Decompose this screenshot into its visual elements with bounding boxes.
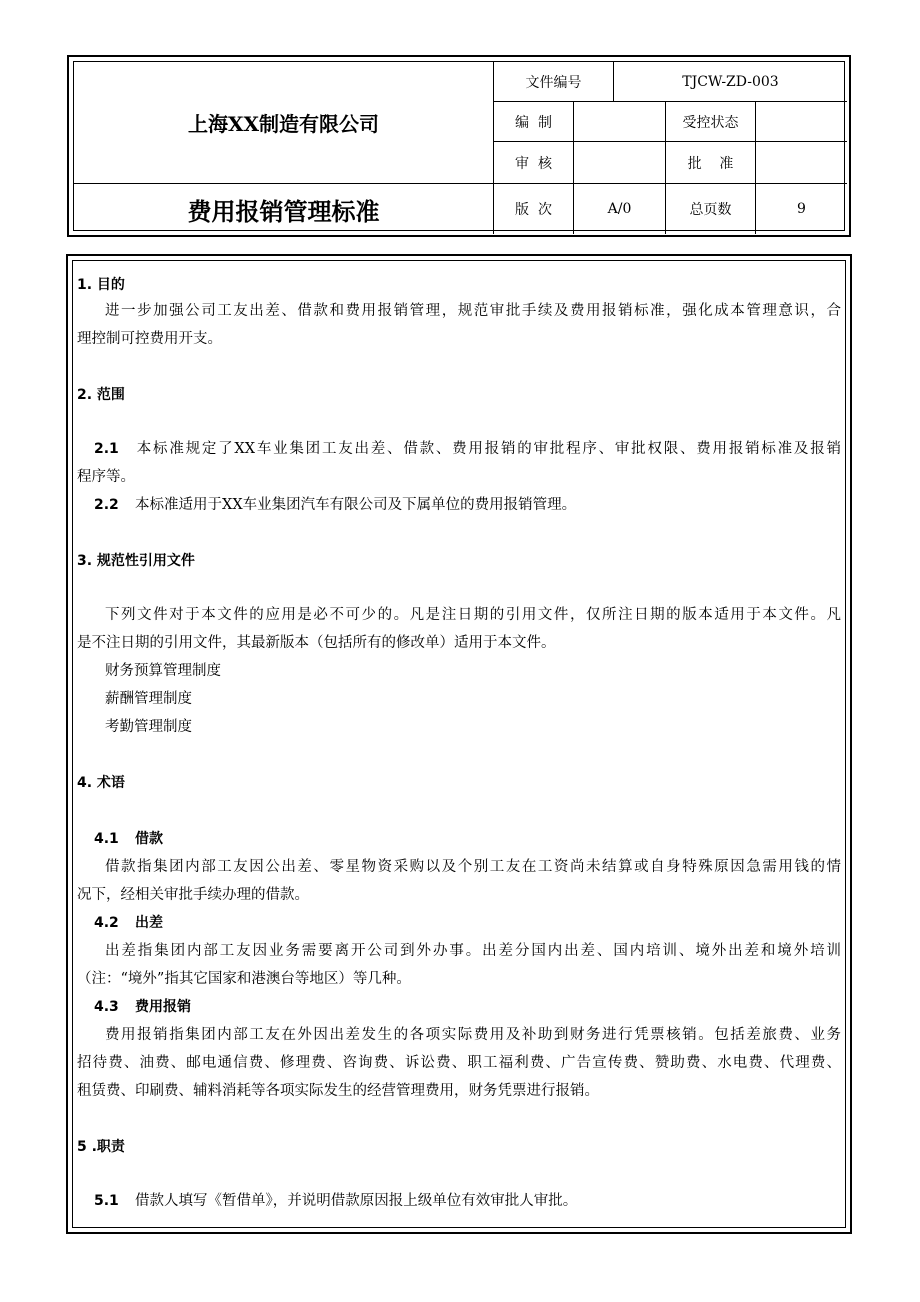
section-1-paragraph-line-1: 进一步加强公司工友出差、借款和费用报销管理，规范审批手续及费用报销标准，强化成本管理意识，合 xyxy=(105,303,841,319)
term-title: 借款 xyxy=(135,831,163,847)
item-number: 5.1 xyxy=(94,1193,119,1209)
compile-label: 编 制 xyxy=(494,102,574,142)
version-label: 版 次 xyxy=(494,184,574,234)
document-title: 费用报销管理标准 xyxy=(74,184,494,234)
term-4-3-line-3: 租赁费、印刷费、辅料消耗等各项实际发生的经营管理费用，财务凭票进行报销。 xyxy=(77,1083,599,1099)
compile-value xyxy=(574,102,666,142)
section-1-heading: 1. 目的 xyxy=(77,277,125,293)
version-value: A/0 xyxy=(574,184,666,234)
term-4-1-heading xyxy=(77,829,841,849)
control-status-value xyxy=(756,102,847,142)
section-2-heading: 2. 范围 xyxy=(77,387,125,403)
item-text: 本标准适用于XX车业集团汽车有限公司及下属单位的费用报销管理。 xyxy=(135,497,577,513)
section-2-item-1-line-1 xyxy=(77,439,841,459)
reference-item: 薪酬管理制度 xyxy=(105,691,192,707)
section-3-paragraph-line-1: 下列文件对于本文件的应用是必不可少的。凡是注日期的引用文件，仅所注日期的版本适用于本文件。凡 xyxy=(105,607,841,623)
term-4-3-line-1: 费用报销指集团内部工友在外因出差发生的各项实际费用及补助到财务进行凭票核销。包括差旅费、业务 xyxy=(105,1027,841,1043)
review-label: 审 核 xyxy=(494,142,574,184)
item-text: 本标准规定了XX车业集团工友出差、借款、费用报销的审批程序、审批权限、费用报销标准及报销 xyxy=(135,441,841,457)
term-number: 4.2 xyxy=(94,915,119,931)
term-title: 费用报销 xyxy=(135,999,191,1015)
review-value xyxy=(574,142,666,184)
doc-number-label: 文件编号 xyxy=(494,62,614,102)
term-4-2-line-2: （注：“境外”指其它国家和港澳台等地区）等几种。 xyxy=(77,971,411,987)
term-4-2-heading xyxy=(77,913,841,933)
item-number: 2.1 xyxy=(94,441,119,457)
total-pages-value: 9 xyxy=(797,201,806,217)
term-4-1-line-1: 借款指集团内部工友因公出差、零星物资采购以及个别工友在工资尚未结算或自身特殊原因急需用钱的情 xyxy=(105,859,841,875)
section-5-heading: 5 .职责 xyxy=(77,1139,125,1155)
term-number: 4.1 xyxy=(94,831,119,847)
header-table xyxy=(73,61,845,231)
company-name: 上海XX制造有限公司 xyxy=(74,62,494,184)
section-4-heading: 4. 术语 xyxy=(77,775,125,791)
section-1-paragraph-line-2: 理控制可控费用开支。 xyxy=(77,331,222,347)
approve-value xyxy=(756,142,847,184)
reference-item: 财务预算管理制度 xyxy=(105,663,221,679)
term-number: 4.3 xyxy=(94,999,119,1015)
control-status-label: 受控状态 xyxy=(666,102,756,142)
term-4-1-line-2: 况下，经相关审批手续办理的借款。 xyxy=(77,887,309,903)
doc-number-value: TJCW-ZD-003 xyxy=(614,62,847,102)
document-body xyxy=(66,254,852,1234)
total-pages-label: 总页数 xyxy=(666,184,756,234)
section-3-heading: 3. 规范性引用文件 xyxy=(77,553,195,569)
term-title: 出差 xyxy=(135,915,163,931)
section-2-item-1-line-2: 程序等。 xyxy=(77,469,135,485)
section-3-paragraph-line-2: 是不注日期的引用文件，其最新版本（包括所有的修改单）适用于本文件。 xyxy=(77,635,556,651)
term-4-3-line-2: 招待费、油费、邮电通信费、修理费、咨询费、诉讼费、职工福利费、广告宣传费、赞助费、水电费、代理费、 xyxy=(77,1055,841,1071)
body-content xyxy=(72,260,846,1228)
section-2-item-2 xyxy=(77,495,841,515)
term-4-2-line-1: 出差指集团内部工友因业务需要离开公司到外办事。出差分国内出差、国内培训、境外出差和境外培训 xyxy=(105,943,841,959)
item-text: 借款人填写《暂借单》，并说明借款原因报上级单位有效审批人审批。 xyxy=(135,1193,578,1209)
term-4-3-heading xyxy=(77,997,841,1017)
section-5-item-1 xyxy=(77,1191,841,1211)
reference-item: 考勤管理制度 xyxy=(105,719,192,735)
document-header xyxy=(67,55,851,237)
approve-label: 批 准 xyxy=(666,142,756,184)
item-number: 2.2 xyxy=(94,497,119,513)
